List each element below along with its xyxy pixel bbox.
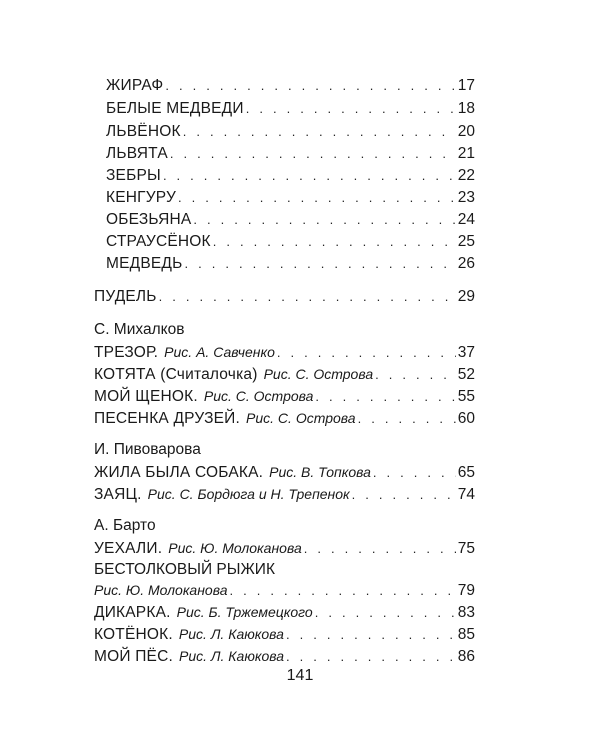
toc-entry[interactable] [94, 287, 475, 307]
leader-dots [286, 647, 456, 667]
toc-entry[interactable] [106, 210, 475, 230]
leader-dots [170, 144, 456, 164]
illustrator-credit: Рис. Л. Каюкова [178, 626, 284, 642]
entry-page: 20 [457, 123, 475, 140]
leader-dots [277, 343, 456, 363]
leader-dots [246, 99, 456, 119]
toc-entry[interactable] [106, 188, 475, 208]
entry-page: 83 [457, 604, 475, 621]
entry-title: ПЕСЕНКА ДРУЗЕЙ. [94, 410, 241, 427]
leader-dots [373, 463, 456, 483]
toc-entry[interactable] [94, 364, 475, 384]
entry-page: 65 [457, 464, 475, 481]
illustrator-credit: Рис. С. Острова [263, 366, 374, 382]
leader-dots [193, 210, 455, 230]
leader-dots [159, 287, 456, 307]
entry-title: ЖИЛА БЫЛА СОБАКА. [94, 464, 264, 481]
author-heading: С. Михалков [94, 321, 185, 338]
illustrator-credit: Рис. В. Топкова [269, 464, 371, 480]
illustrator-credit: Рис. Ю. Молоканова [94, 582, 228, 598]
entry-title: ТРЕЗОР. [94, 344, 159, 361]
toc-entry[interactable] [106, 166, 475, 186]
toc-entry[interactable] [94, 624, 475, 644]
leader-dots [185, 254, 456, 274]
entry-title: ЛЬВЁНОК [106, 123, 181, 140]
leader-dots [183, 122, 456, 142]
toc-entry[interactable] [106, 76, 475, 96]
entry-title: БЕЛЫЕ МЕДВЕДИ [106, 100, 244, 117]
entry-page: 55 [457, 388, 475, 405]
entry-title: КОТЁНОК. [94, 626, 173, 643]
entry-title: КЕНГУРУ [106, 189, 177, 206]
toc-entry[interactable] [94, 408, 475, 428]
entry-title: ЖИРАФ [106, 77, 164, 94]
leader-dots [163, 166, 456, 186]
entry-page: 23 [457, 189, 475, 206]
toc-entry[interactable] [106, 144, 475, 164]
toc-entry[interactable] [94, 484, 475, 504]
illustrator-credit: Рис. А. Савченко [164, 344, 275, 360]
entry-page: 26 [457, 255, 475, 272]
entry-title: УЕХАЛИ. [94, 540, 163, 557]
illustrator-credit: Рис. С. Острова [203, 388, 314, 404]
author-heading: И. Пивоварова [94, 441, 201, 458]
illustrator-credit: Рис. С. Острова [246, 410, 356, 426]
leader-dots [230, 581, 456, 601]
toc-entry[interactable] [94, 602, 475, 622]
entry-page: 86 [457, 648, 475, 665]
entry-title: СТРАУСЁНОК [106, 233, 211, 250]
entry-title: ЗЕБРЫ [106, 167, 161, 184]
toc-entry[interactable] [94, 386, 475, 406]
toc-entry[interactable] [106, 99, 475, 119]
entry-page: 22 [457, 167, 475, 184]
entry-title: ЛЬВЯТА [106, 145, 168, 162]
leader-dots [165, 76, 455, 96]
entry-title: КОТЯТА (Считалочка) [94, 366, 258, 383]
entry-page: 21 [457, 145, 475, 162]
leader-dots [213, 232, 456, 252]
entry-page: 29 [457, 288, 475, 305]
entry-page: 74 [457, 486, 475, 503]
entry-page: 85 [457, 626, 475, 643]
entry-page: 25 [457, 233, 475, 250]
entry-title: ЗАЯЦ. [94, 486, 142, 503]
toc-entry[interactable] [94, 646, 475, 666]
leader-dots [178, 188, 456, 208]
entry-title: МОЙ ЩЕНОК. [94, 388, 198, 405]
illustrator-credit: Рис. Б. Тржемецкого [176, 604, 313, 620]
toc-entry[interactable] [106, 232, 475, 252]
illustrator-credit: Рис. С. Бордюга и Н. Трепенок [147, 486, 350, 502]
leader-dots [375, 365, 456, 385]
entry-page: 60 [457, 410, 475, 427]
leader-dots [286, 625, 456, 645]
page-number: 141 [286, 667, 314, 684]
toc-entry[interactable] [94, 580, 475, 600]
entry-page: 37 [457, 344, 475, 361]
entry-page: 24 [457, 211, 475, 228]
author-heading: А. Барто [94, 517, 156, 534]
entry-title: МЕДВЕДЬ [106, 255, 183, 272]
leader-dots [304, 539, 456, 559]
leader-dots [315, 603, 456, 623]
entry-title[interactable]: БЕСТОЛКОВЫЙ РЫЖИК [94, 561, 275, 578]
leader-dots [358, 409, 456, 429]
entry-page: 52 [457, 366, 475, 383]
toc-entry[interactable] [106, 254, 475, 274]
leader-dots [352, 485, 456, 505]
leader-dots [315, 387, 455, 407]
toc-entry[interactable] [106, 122, 475, 142]
toc-entry[interactable] [94, 462, 475, 482]
entry-title: ДИКАРКА. [94, 604, 171, 621]
entry-title: ОБЕЗЬЯНА [106, 211, 192, 228]
entry-page: 18 [457, 100, 475, 117]
entry-title: ПУДЕЛЬ [94, 288, 157, 305]
entry-page: 79 [457, 582, 475, 599]
entry-page: 75 [457, 540, 475, 557]
illustrator-credit: Рис. Ю. Молоканова [168, 540, 302, 556]
toc-entry[interactable] [94, 342, 475, 362]
entry-title: МОЙ ПЁС. [94, 648, 174, 665]
illustrator-credit: Рис. Л. Каюкова [179, 648, 285, 664]
toc-entry[interactable] [94, 538, 475, 558]
entry-page: 17 [457, 77, 475, 94]
